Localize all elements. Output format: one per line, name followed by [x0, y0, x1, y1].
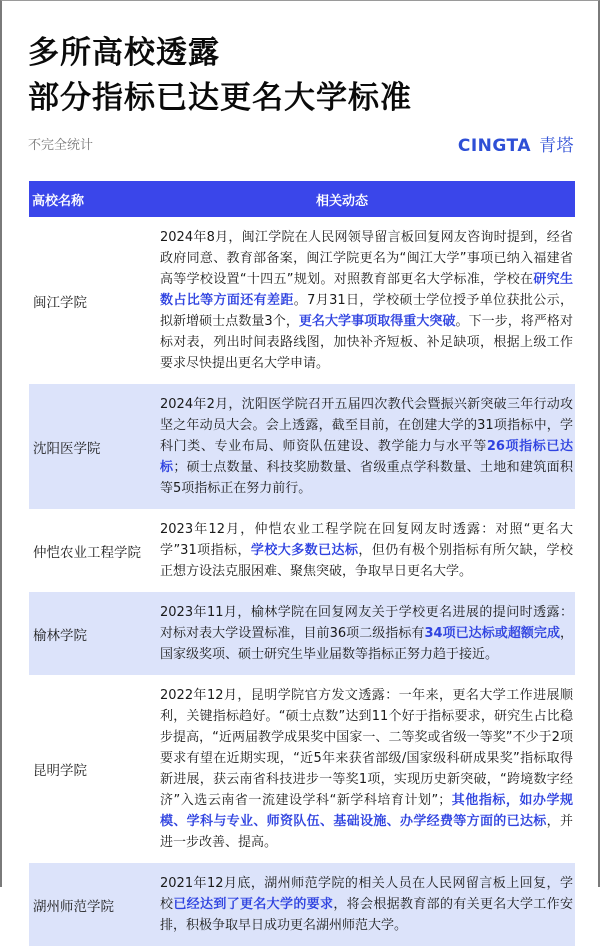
table-row — [29, 384, 575, 509]
news-text: 2022年12月，昆明学院官方发文透露：一年来，更名大学工作进展顺利，关键指标趋好。“硕士点数”达到11个好于指标要求，研究生占比稳步提高，“近两届教学成果奖中国家一、二等奖或省级一等奖”不少于2项要求有望在近期实现，“近5年来获省部级/国家级科研成果奖”指标取得新进展，获云南省科技进步一等奖1项，实现历史新突破，“跨境数字经济”入选云南省一流建设学科“新学科培育计划”； — [160, 688, 573, 808]
university-name: 昆明学院 — [33, 763, 87, 779]
university-name: 闽江学院 — [33, 294, 87, 311]
university-name: 仲恺农业工程学院 — [33, 544, 141, 561]
news-text: 2024年2月，沈阳医学院召开五届四次教代会暨振兴新突破三年行动攻坚之年动员大会。会上透露，截至目前，在创建大学的31项指标中，学科门类、专业布局、师资队伍建设、教学能力与水平等 — [160, 397, 573, 454]
column-header-name: 高校名称 — [32, 193, 85, 209]
table-row — [29, 592, 575, 675]
university-news — [160, 217, 575, 384]
table-row — [29, 863, 575, 946]
news-text: 2021年12月底，湖州师范学院的相关人员在人民网留言板上回复，学校 — [160, 876, 573, 912]
university-news — [160, 675, 575, 863]
news-text: 。下一步，将严格对标对表，列出时间表路线图，加快补齐短板、补足缺项，根据上级工作要求尽快提出更名大学申请。 — [160, 314, 573, 371]
highlight-text: 更名大学事项取得重大突破 — [298, 314, 456, 329]
highlight-text: 研究生数占比等方面还有差距 — [160, 272, 573, 308]
news-text: 2023年11月，榆林学院在回复网友关于学校更名进展的提问时透露：对标对表大学设置标准，目前36项二级指标有 — [160, 605, 573, 641]
highlight-text: 其他指标，如办学规模、学科与专业、师资队伍、基础设施、办学经费等方面的已达标 — [160, 793, 573, 829]
university-name: 湖州师范学院 — [33, 898, 114, 915]
university-news — [160, 384, 575, 509]
news-text: ，将会根据教育部的有关更名大学工作安排，积极争取早日成功更名湖州师范大学。 — [160, 897, 573, 933]
brand-en: CINGTA — [457, 136, 531, 156]
news-text: 。7月31日，学校硕士学位授予单位获批公示，拟新增硕士点数量3个， — [160, 293, 573, 329]
news-text: 2023年12月，仲恺农业工程学院在回复网友时透露：对照“更名大学”31项指标， — [160, 522, 573, 558]
university-news — [160, 509, 575, 592]
brand-logo — [458, 131, 574, 156]
table-row — [29, 509, 575, 592]
page-title — [28, 31, 412, 121]
title-line-2: 部分指标已达更名大学标准 — [28, 80, 412, 116]
universities-table — [29, 181, 575, 946]
title-line-1: 多所高校透露 — [28, 35, 220, 71]
news-text: ，并进一步改善、提高。 — [160, 814, 573, 850]
highlight-text: 26项指标已达标 — [160, 439, 573, 475]
news-text: ，但仍有极个别指标有所欠缺，学校正想方设法克服困难、聚焦突破，争取早日更名大学。 — [160, 543, 573, 579]
table-body — [29, 217, 575, 946]
university-news — [160, 592, 575, 675]
university-news — [160, 863, 575, 946]
highlight-text: 34项已达标或超额完成 — [424, 626, 560, 641]
news-text: ，国家级奖项、硕士研究生毕业届数等指标正努力趋于接近。 — [160, 626, 574, 662]
university-name: 榆林学院 — [33, 627, 87, 644]
brand-cn: 青塔 — [539, 136, 574, 156]
highlight-text: 学校大多数已达标 — [250, 543, 359, 558]
table-row — [29, 675, 575, 863]
news-text: ；硕士点数量、科技奖励数量、省级重点学科数量、土地和建筑面积等5项指标正在努力前行。 — [160, 460, 573, 496]
table-row — [29, 217, 575, 384]
table-header — [29, 181, 575, 217]
highlight-text: 已经达到了更名大学的要求 — [173, 897, 334, 912]
column-header-news: 相关动态 — [315, 193, 368, 209]
news-text: 2024年8月，闽江学院在人民网领导留言板回复网友咨询时提到，经省政府同意、教育部备案，闽江学院更名为“闽江大学”事项已纳入福建省高等学校设置“十四五”规划。对照教育部更名大学标准，学校在 — [160, 230, 573, 287]
subtitle-note: 不完全统计 — [28, 138, 94, 153]
university-name: 沈阳医学院 — [33, 440, 101, 457]
